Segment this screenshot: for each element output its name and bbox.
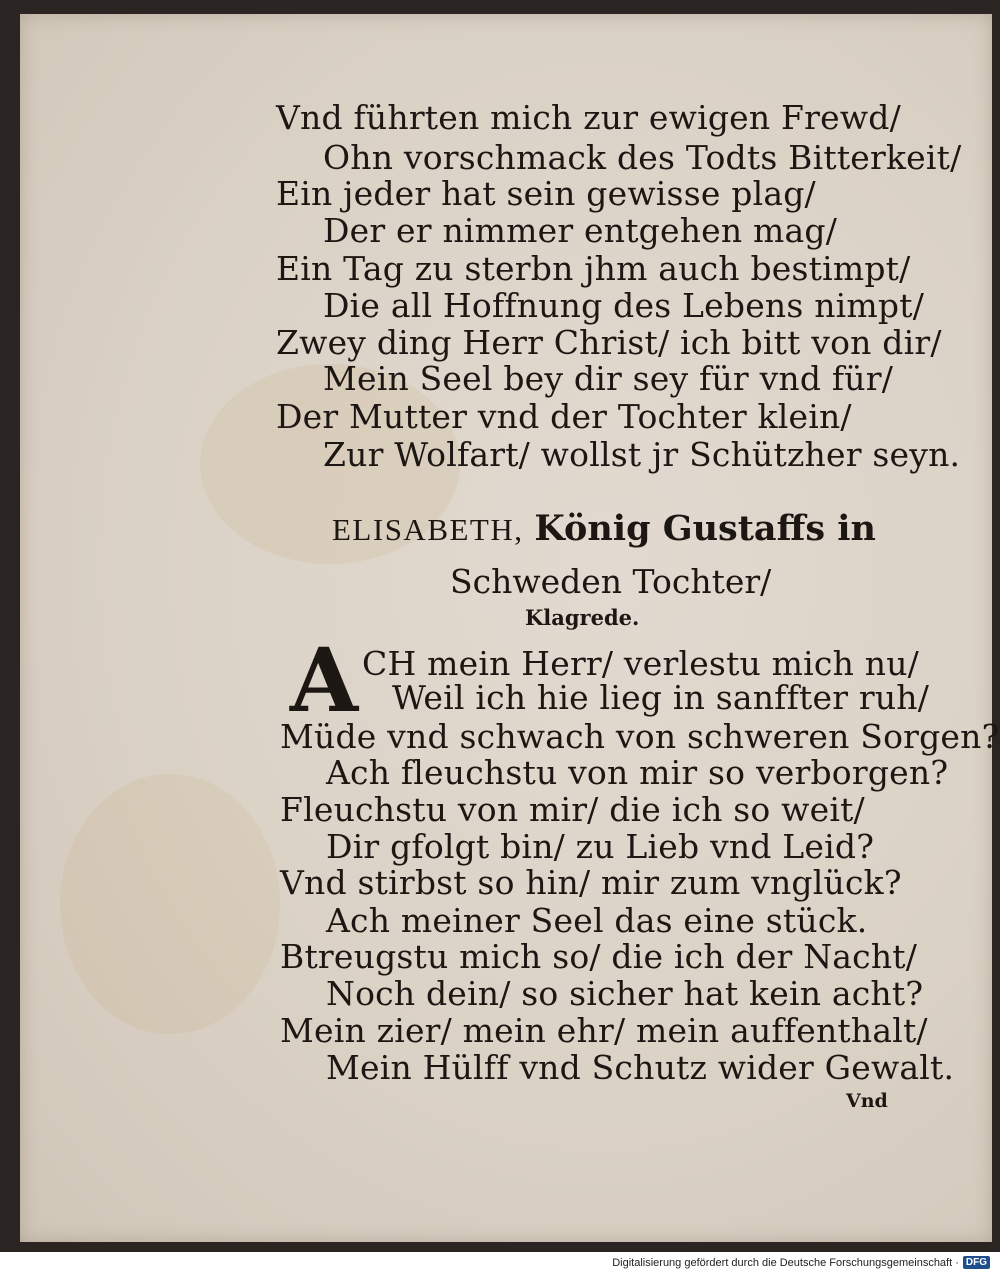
- verse-line: Fleuchstu von mir/ die ich so weit/: [280, 790, 865, 829]
- verse-line: Ein jeder hat sein gewisse plag/: [276, 174, 816, 213]
- footer-credit: [612, 1256, 990, 1269]
- verse-line: Zwey ding Herr Christ/ ich bitt von dir/: [276, 323, 942, 362]
- book-page: [20, 14, 1000, 1242]
- verse-line: Der Mutter vnd der Tochter klein/: [276, 397, 852, 436]
- verse-line: Vnd stirbst so hin/ mir zum vnglück?: [280, 863, 902, 902]
- verse-line: Btreugstu mich so/ die ich der Nacht/: [280, 937, 918, 976]
- verse-line: Mein zier/ mein ehr/ mein auffenthalt/: [280, 1011, 928, 1050]
- verse-line: Vnd führten mich zur ewigen Frewd/: [276, 98, 901, 137]
- heading-label: Klagrede.: [525, 605, 640, 630]
- verse-line: Ein Tag zu sterbn jhm auch bestimpt/: [276, 249, 911, 288]
- verse-line: Die all Hoffnung des Lebens nimpt/: [323, 286, 925, 325]
- paper-stain: [60, 774, 280, 1034]
- verse-line: Ach fleuchstu von mir so verborgen?: [326, 753, 949, 792]
- dfg-logo: DFG: [963, 1256, 990, 1269]
- section-heading: [332, 508, 876, 549]
- verse-line: Mein Seel bey dir sey für vnd für/: [323, 359, 894, 398]
- verse-line: Ohn vorschmack des Todts Bitterkeit/: [323, 138, 962, 177]
- verse-line: Mein Hülff vnd Schutz wider Gewalt.: [326, 1048, 955, 1087]
- verse-line: Ach meiner Seel das eine stück.: [326, 901, 868, 940]
- verse-line: Müde vnd schwach von schweren Sorgen?: [280, 717, 1000, 756]
- verse-line: Noch dein/ so sicher hat kein acht?: [326, 974, 924, 1013]
- verse-line: Zur Wolfart/ wollst jr Schützher seyn.: [323, 435, 961, 474]
- verse-line: CH mein Herr/ verlestu mich nu/: [362, 644, 919, 683]
- verse-line: Dir gfolgt bin/ zu Lieb vnd Leid?: [326, 827, 875, 866]
- heading-name: ELISABETH,: [332, 512, 524, 547]
- heading-subtitle: Schweden Tochter/: [450, 562, 772, 601]
- footer-text: Digitalisierung gefördert durch die Deutsche Forschungsgemeinschaft ·: [612, 1256, 959, 1269]
- verse-line: Der er nimmer entgehen mag/: [323, 211, 838, 250]
- decorated-initial: A: [289, 628, 359, 732]
- catchword: Vnd: [846, 1090, 888, 1112]
- verse-line: Weil ich hie lieg in sanffter ruh/: [392, 678, 930, 717]
- heading-title: König Gustaffs in: [534, 508, 876, 549]
